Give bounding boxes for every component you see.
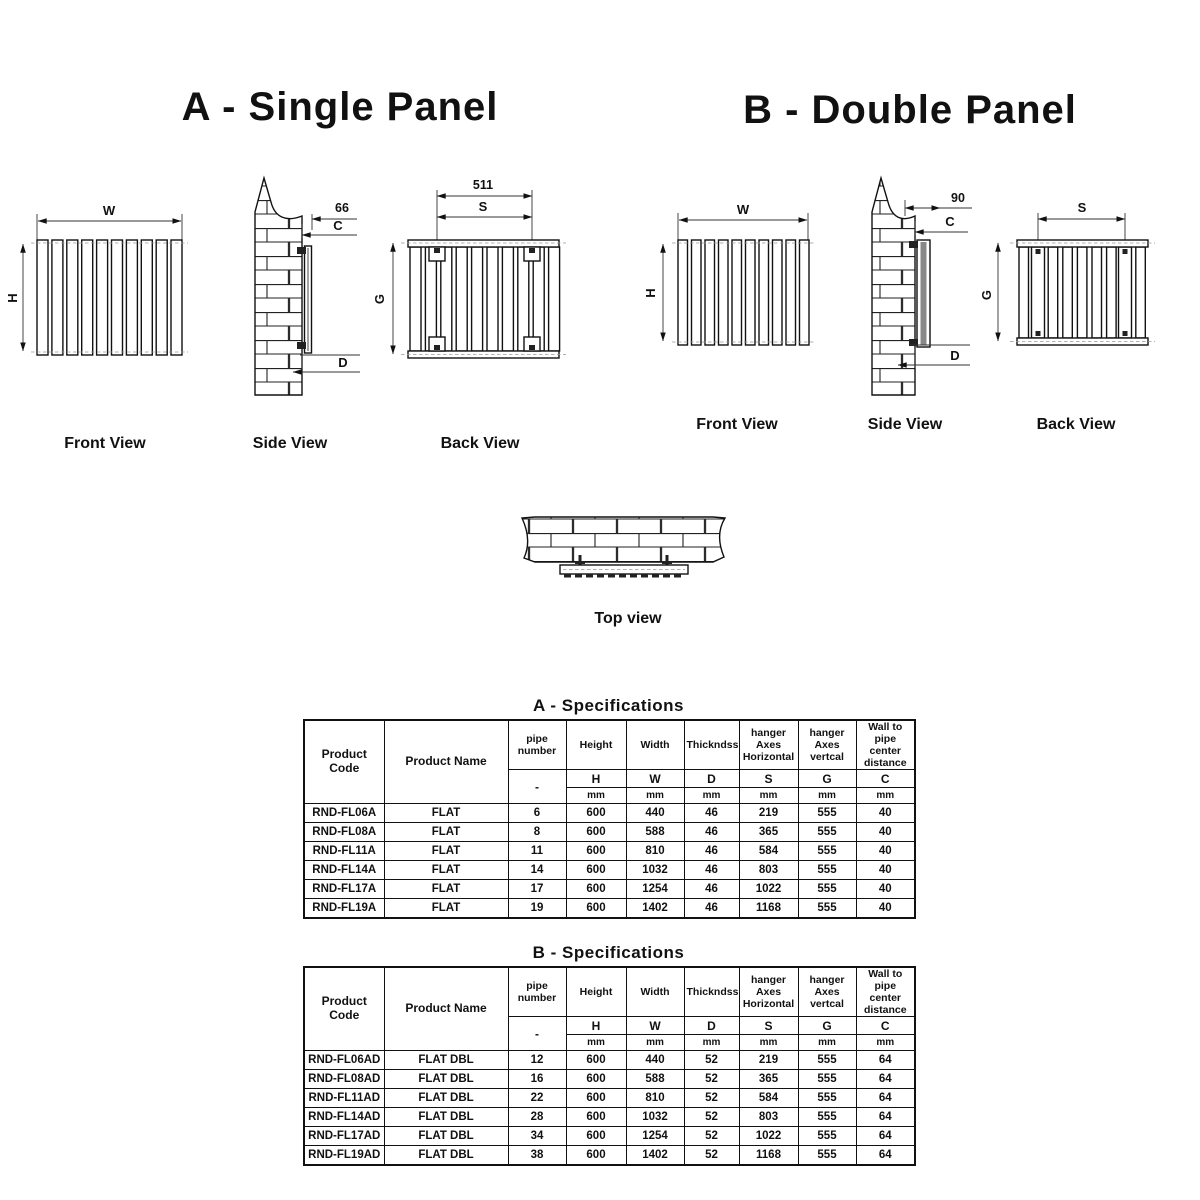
col-thickness: Thickndss	[684, 967, 739, 1017]
table-cell: 600	[566, 1146, 626, 1166]
table-row	[304, 1108, 915, 1127]
table-cell: 40	[856, 899, 915, 919]
table-cell: 555	[798, 1127, 856, 1146]
table-cell: 46	[684, 899, 739, 919]
col-pipe-number: pipe number	[508, 720, 566, 770]
spec-table-b-body	[304, 1051, 915, 1166]
col-height: Height	[566, 720, 626, 770]
width-dimension	[37, 203, 182, 242]
spec-table-a-header	[304, 720, 915, 804]
dim-label-c: C	[333, 218, 343, 233]
dim-label-511: 511	[472, 178, 494, 192]
col-width: Width	[626, 967, 684, 1017]
table-cell: 803	[739, 1108, 798, 1127]
g-dimension	[372, 243, 393, 354]
dim-label-h: H	[5, 293, 20, 303]
table-cell: 40	[856, 880, 915, 899]
table-cell: 52	[684, 1127, 739, 1146]
table-row	[304, 823, 915, 842]
spec-table-a-body	[304, 804, 915, 919]
front-view-b-label: Front View	[696, 416, 778, 433]
section-b-title: B - Double Panel	[743, 88, 1077, 132]
dim-label-h: H	[643, 288, 658, 298]
table-cell: 34	[508, 1127, 566, 1146]
table-cell: 600	[566, 1108, 626, 1127]
table-cell: FLAT DBL	[384, 1089, 508, 1108]
unit-mm: mm	[626, 788, 684, 804]
table-cell: 38	[508, 1146, 566, 1166]
table-cell: 600	[566, 861, 626, 880]
table-cell: 555	[798, 1146, 856, 1166]
dim-label-c: C	[945, 214, 955, 229]
table-cell: 600	[566, 823, 626, 842]
table-a-title: A - Specifications	[532, 696, 684, 715]
table-cell: 440	[626, 1051, 684, 1070]
symbol-w: W	[626, 1017, 684, 1035]
height-dimension	[643, 244, 663, 341]
side-view-b-label: Side View	[867, 416, 943, 433]
back-view-b-diagram	[979, 185, 1185, 375]
table-cell: 52	[684, 1108, 739, 1127]
radiator-back-drawing	[1010, 240, 1155, 345]
table-cell: 555	[798, 1051, 856, 1070]
col-hanger-horizontal: hanger Axes Horizontal	[739, 967, 798, 1017]
dim-label-90: 90	[951, 191, 965, 205]
table-cell: 12	[508, 1051, 566, 1070]
table-row	[304, 804, 915, 823]
table-cell: 40	[856, 842, 915, 861]
table-row	[304, 1146, 915, 1166]
d-dimension	[293, 353, 360, 375]
col-product-code: Product Code	[304, 967, 384, 1051]
symbol-s: S	[739, 770, 798, 788]
table-cell: RND-FL14A	[304, 861, 384, 880]
table-cell: 600	[566, 1089, 626, 1108]
unit-mm: mm	[566, 1035, 626, 1051]
table-cell: 64	[856, 1146, 915, 1166]
symbol-g: G	[798, 1017, 856, 1035]
table-cell: 1032	[626, 1108, 684, 1127]
table-cell: 810	[626, 1089, 684, 1108]
wall-drawing	[522, 517, 725, 562]
symbol-dash: -	[508, 770, 566, 804]
unit-mm: mm	[626, 1035, 684, 1051]
table-cell: 46	[684, 880, 739, 899]
table-cell: 14	[508, 861, 566, 880]
spec-table-b	[303, 966, 916, 1166]
section-a-title: A - Single Panel	[181, 85, 499, 129]
symbol-h: H	[566, 770, 626, 788]
unit-mm: mm	[856, 1035, 915, 1051]
spec-table-a	[303, 719, 916, 919]
width-dimension	[678, 202, 808, 242]
table-cell: 1168	[739, 899, 798, 919]
table-cell: RND-FL11AD	[304, 1089, 384, 1108]
top-view-label: Top view	[594, 610, 662, 627]
clearance-dimension	[905, 191, 972, 216]
table-cell: 555	[798, 880, 856, 899]
table-cell: 588	[626, 1070, 684, 1089]
table-cell: FLAT	[384, 880, 508, 899]
table-cell: 52	[684, 1089, 739, 1108]
table-cell: 52	[684, 1146, 739, 1166]
symbol-c: C	[856, 1017, 915, 1035]
table-cell: RND-FL14AD	[304, 1108, 384, 1127]
dim-label-w: W	[102, 203, 116, 218]
unit-mm: mm	[684, 1035, 739, 1051]
table-cell: FLAT	[384, 899, 508, 919]
table-cell: 11	[508, 842, 566, 861]
dim-label-w: W	[736, 202, 750, 217]
table-cell: 600	[566, 842, 626, 861]
table-cell: FLAT DBL	[384, 1070, 508, 1089]
table-cell: FLAT DBL	[384, 1127, 508, 1146]
symbol-d: D	[684, 770, 739, 788]
c-dimension	[302, 218, 357, 238]
table-cell: RND-FL19A	[304, 899, 384, 919]
symbol-c: C	[856, 770, 915, 788]
table-cell: RND-FL17AD	[304, 1127, 384, 1146]
table-cell: 40	[856, 804, 915, 823]
front-view-a-diagram	[5, 198, 200, 373]
table-cell: FLAT	[384, 842, 508, 861]
wall-drawing	[255, 178, 302, 395]
table-cell: FLAT DBL	[384, 1051, 508, 1070]
table-row	[304, 880, 915, 899]
col-pipe-number: pipe number	[508, 967, 566, 1017]
table-cell: 46	[684, 861, 739, 880]
col-product-name: Product Name	[384, 720, 508, 804]
table-cell: 555	[798, 1108, 856, 1127]
dim-label-d: D	[950, 348, 960, 363]
table-cell: 17	[508, 880, 566, 899]
table-cell: 1022	[739, 1127, 798, 1146]
back-view-b-label: Back View	[1036, 416, 1116, 433]
symbol-h: H	[566, 1017, 626, 1035]
table-cell: 22	[508, 1089, 566, 1108]
table-cell: RND-FL17A	[304, 880, 384, 899]
unit-mm: mm	[739, 1035, 798, 1051]
table-cell: 40	[856, 823, 915, 842]
symbol-w: W	[626, 770, 684, 788]
unit-mm: mm	[798, 1035, 856, 1051]
col-hanger-vertical: hanger Axes vertcal	[798, 967, 856, 1017]
col-thickness: Thickndss	[684, 720, 739, 770]
unit-mm: mm	[739, 788, 798, 804]
table-cell: 1402	[626, 1146, 684, 1166]
col-width: Width	[626, 720, 684, 770]
unit-mm: mm	[566, 788, 626, 804]
table-cell: FLAT	[384, 804, 508, 823]
table-cell: FLAT	[384, 823, 508, 842]
col-wall-distance: Wall to pipe center distance	[856, 967, 915, 1017]
table-cell: 28	[508, 1108, 566, 1127]
back-view-a-diagram	[372, 163, 575, 368]
table-cell: 555	[798, 842, 856, 861]
radiator-front-drawing	[672, 240, 815, 345]
table-cell: 46	[684, 804, 739, 823]
table-cell: 555	[798, 823, 856, 842]
panel-fins	[564, 574, 681, 578]
dim-label-s: S	[478, 199, 488, 214]
table-row	[304, 842, 915, 861]
table-row	[304, 1127, 915, 1146]
front-view-b-diagram	[645, 198, 820, 358]
table-cell: RND-FL06AD	[304, 1051, 384, 1070]
table-cell: 64	[856, 1051, 915, 1070]
table-cell: 16	[508, 1070, 566, 1089]
table-cell: 600	[566, 1127, 626, 1146]
table-cell: 8	[508, 823, 566, 842]
unit-mm: mm	[856, 788, 915, 804]
side-view-a-label: Side View	[252, 435, 328, 452]
table-cell: 52	[684, 1070, 739, 1089]
symbol-dash: -	[508, 1017, 566, 1051]
table-cell: 584	[739, 1089, 798, 1108]
table-cell: FLAT DBL	[384, 1146, 508, 1166]
table-cell: 588	[626, 823, 684, 842]
back-view-a-label: Back View	[440, 435, 520, 452]
table-cell: 1402	[626, 899, 684, 919]
table-cell: 219	[739, 1051, 798, 1070]
radiator-front-drawing	[31, 240, 188, 355]
dim-label-g: G	[979, 289, 994, 301]
table-row	[304, 861, 915, 880]
table-cell: RND-FL19AD	[304, 1146, 384, 1166]
table-cell: RND-FL06A	[304, 804, 384, 823]
table-cell: 600	[566, 1051, 626, 1070]
c-dimension	[915, 214, 968, 235]
table-cell: 600	[566, 899, 626, 919]
table-cell: 19	[508, 899, 566, 919]
table-b-title: B - Specifications	[532, 943, 685, 962]
table-cell: FLAT	[384, 861, 508, 880]
table-cell: 600	[566, 804, 626, 823]
table-cell: 555	[798, 1089, 856, 1108]
table-cell: 1022	[739, 880, 798, 899]
table-cell: 64	[856, 1089, 915, 1108]
table-row	[304, 1070, 915, 1089]
table-cell: 1168	[739, 1146, 798, 1166]
table-row	[304, 1089, 915, 1108]
table-cell: 64	[856, 1127, 915, 1146]
top-view-diagram	[485, 505, 755, 600]
table-cell: 600	[566, 1070, 626, 1089]
table-cell: 440	[626, 804, 684, 823]
table-cell: 803	[739, 861, 798, 880]
table-cell: 64	[856, 1070, 915, 1089]
table-cell: 1032	[626, 861, 684, 880]
table-cell: 810	[626, 842, 684, 861]
front-view-a-label: Front View	[64, 435, 146, 452]
col-product-name: Product Name	[384, 967, 508, 1051]
table-cell: 64	[856, 1108, 915, 1127]
table-cell: 555	[798, 804, 856, 823]
table-cell: RND-FL08AD	[304, 1070, 384, 1089]
table-cell: 46	[684, 823, 739, 842]
table-cell: 6	[508, 804, 566, 823]
table-cell: 555	[798, 1070, 856, 1089]
col-product-code: Product Code	[304, 720, 384, 804]
table-cell: 600	[566, 880, 626, 899]
table-cell: 1254	[626, 1127, 684, 1146]
table-row	[304, 899, 915, 919]
hanger-span-dimension	[437, 178, 532, 247]
dim-label-s: S	[1077, 200, 1087, 215]
table-cell: 1254	[626, 880, 684, 899]
table-cell: 219	[739, 804, 798, 823]
radiator-back-drawing	[401, 240, 566, 358]
unit-mm: mm	[798, 788, 856, 804]
table-cell: 555	[798, 899, 856, 919]
table-cell: 40	[856, 861, 915, 880]
dim-label-d: D	[338, 355, 348, 370]
wall-drawing	[872, 178, 915, 395]
table-cell: RND-FL11A	[304, 842, 384, 861]
symbol-s: S	[739, 1017, 798, 1035]
col-hanger-horizontal: hanger Axes Horizontal	[739, 720, 798, 770]
table-cell: 365	[739, 1070, 798, 1089]
table-cell: RND-FL08A	[304, 823, 384, 842]
table-cell: FLAT DBL	[384, 1108, 508, 1127]
table-cell: 365	[739, 823, 798, 842]
table-cell: 555	[798, 861, 856, 880]
height-dimension	[5, 244, 23, 351]
unit-mm: mm	[684, 788, 739, 804]
dim-label-66: 66	[335, 201, 349, 215]
symbol-d: D	[684, 1017, 739, 1035]
col-hanger-vertical: hanger Axes vertcal	[798, 720, 856, 770]
spec-table-b-header	[304, 967, 915, 1051]
table-row	[304, 1051, 915, 1070]
table-cell: 584	[739, 842, 798, 861]
symbol-g: G	[798, 770, 856, 788]
table-cell: 52	[684, 1051, 739, 1070]
col-height: Height	[566, 967, 626, 1017]
table-cell: 46	[684, 842, 739, 861]
dim-label-g: G	[372, 293, 387, 305]
col-wall-distance: Wall to pipe center distance	[856, 720, 915, 770]
